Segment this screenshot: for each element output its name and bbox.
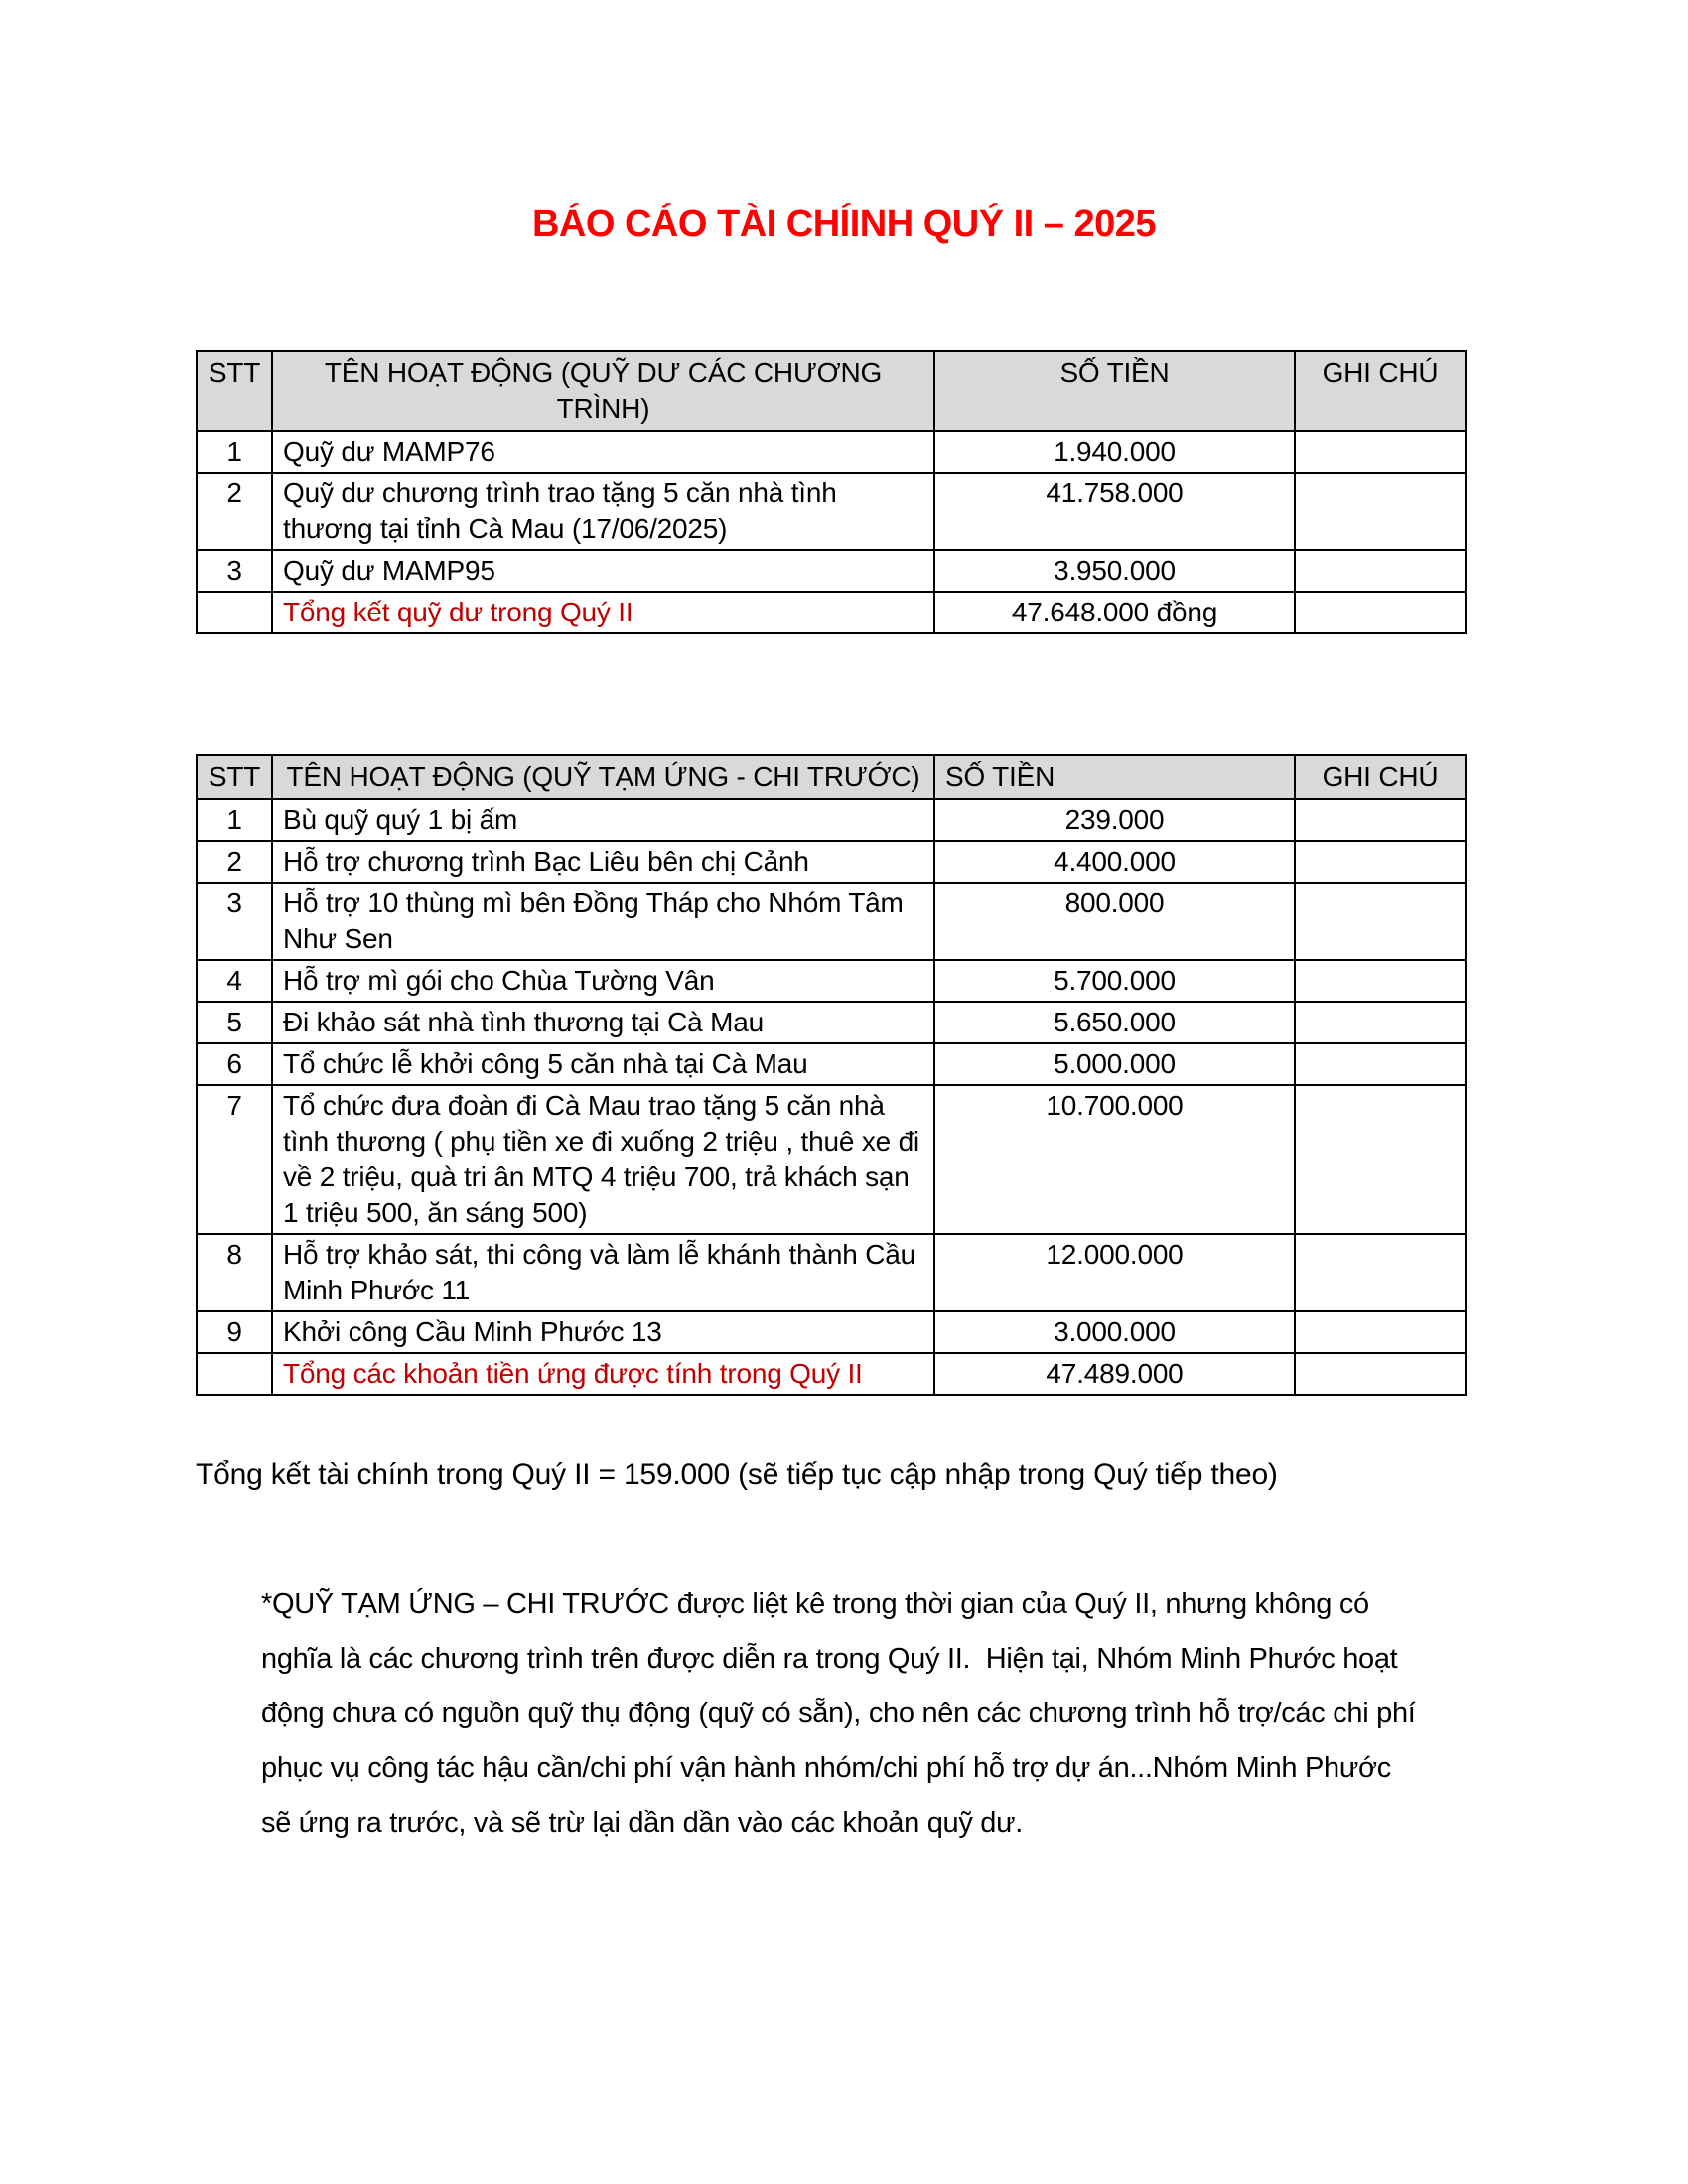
table-row	[197, 883, 1466, 960]
col-header-note: GHI CHÚ	[1295, 755, 1466, 799]
table-row	[197, 1043, 1466, 1085]
note-cell	[1295, 1085, 1466, 1234]
footnote-paragraph	[261, 1577, 1688, 1850]
stt-cell: 7	[197, 1085, 272, 1234]
note-cell	[1295, 841, 1466, 883]
footnote-line: sẽ ứng ra trước, và sẽ trừ lại dần dần vào các khoản quỹ dư.	[261, 1806, 1024, 1839]
activity-cell: Tổ chức lễ khởi công 5 căn nhà tại Cà Mau	[272, 1043, 934, 1085]
amount-cell: 4.400.000	[934, 841, 1295, 883]
total-amount: 47.489.000	[934, 1353, 1295, 1395]
activity-cell: Quỹ dư MAMP76	[272, 431, 934, 473]
activity-cell: Tổ chức đưa đoàn đi Cà Mau trao tặng 5 căn nhà tình thương ( phụ tiền xe đi xuống 2 triệu , thuê xe đi về 2 triệu, quà tri ân MTQ 4 triệu 700, trả khách sạn 1 triệu 500, ăn sáng 500)	[272, 1085, 934, 1234]
col-header-amount: SỐ TIỀN	[934, 351, 1295, 431]
note-cell	[1295, 550, 1466, 592]
activity-cell: Quỹ dư chương trình trao tặng 5 căn nhà tình thương tại tỉnh Cà Mau (17/06/2025)	[272, 473, 934, 550]
footnote-line: nghĩa là các chương trình trên được diễn ra trong Quý II. Hiện tại, Nhóm Minh Phước hoạt	[261, 1642, 1398, 1675]
table-row	[197, 1085, 1466, 1234]
note-cell	[1295, 960, 1466, 1002]
note-cell	[1295, 1353, 1466, 1395]
table-row	[197, 550, 1466, 592]
table-row	[197, 473, 1466, 550]
col-header-note: GHI CHÚ	[1295, 351, 1466, 431]
stt-cell: 3	[197, 883, 272, 960]
activity-cell: Hỗ trợ chương trình Bạc Liêu bên chị Cảnh	[272, 841, 934, 883]
total-row	[197, 1353, 1466, 1395]
stt-cell: 9	[197, 1311, 272, 1353]
activity-cell: Hỗ trợ khảo sát, thi công và làm lễ khánh thành Cầu Minh Phước 11	[272, 1234, 934, 1311]
amount-cell: 10.700.000	[934, 1085, 1295, 1234]
amount-cell: 12.000.000	[934, 1234, 1295, 1311]
note-cell	[1295, 473, 1466, 550]
amount-cell: 800.000	[934, 883, 1295, 960]
activity-cell: Hỗ trợ mì gói cho Chùa Tường Vân	[272, 960, 934, 1002]
activity-cell: Bù quỹ quý 1 bị ấm	[272, 799, 934, 841]
col-header-activity: TÊN HOẠT ĐỘNG (QUỸ DƯ CÁC CHƯƠNG TRÌNH)	[272, 351, 934, 431]
note-cell	[1295, 592, 1466, 633]
col-header-stt: STT	[197, 351, 272, 431]
report-title: BÁO CÁO TÀI CHÍINH QUÝ II – 2025	[531, 204, 1156, 245]
amount-cell: 3.950.000	[934, 550, 1295, 592]
total-amount: 47.648.000 đồng	[934, 592, 1295, 633]
activity-cell: Khởi công Cầu Minh Phước 13	[272, 1311, 934, 1353]
stt-cell: 8	[197, 1234, 272, 1311]
quarter-summary-line: Tổng kết tài chính trong Quý II = 159.000 (sẽ tiếp tục cập nhập trong Quý tiếp theo)	[196, 1457, 1278, 1491]
amount-cell: 5.000.000	[934, 1043, 1295, 1085]
note-cell	[1295, 1002, 1466, 1043]
stt-cell: 2	[197, 473, 272, 550]
activity-cell: Quỹ dư MAMP95	[272, 550, 934, 592]
fund-balance-header-row	[197, 351, 1466, 431]
advance-expense-table	[196, 754, 1467, 1396]
amount-cell: 5.650.000	[934, 1002, 1295, 1043]
col-header-stt: STT	[197, 755, 272, 799]
table-row	[197, 960, 1466, 1002]
stt-cell: 1	[197, 799, 272, 841]
amount-cell: 5.700.000	[934, 960, 1295, 1002]
table-row	[197, 1234, 1466, 1311]
stt-cell	[197, 592, 272, 633]
table-row	[197, 841, 1466, 883]
total-row	[197, 592, 1466, 633]
advance-expense-header-row	[197, 755, 1466, 799]
activity-cell: Hỗ trợ 10 thùng mì bên Đồng Tháp cho Nhóm Tâm Như Sen	[272, 883, 934, 960]
total-label: Tổng kết quỹ dư trong Quý II	[272, 592, 934, 633]
note-cell	[1295, 799, 1466, 841]
footnote-line: *QUỸ TẠM ỨNG – CHI TRƯỚC được liệt kê trong thời gian của Quý II, nhưng không có	[261, 1587, 1369, 1620]
col-header-amount: SỐ TIỀN	[934, 755, 1295, 799]
stt-cell: 6	[197, 1043, 272, 1085]
col-header-activity: TÊN HOẠT ĐỘNG (QUỸ TẠM ỨNG - CHI TRƯỚC)	[272, 755, 934, 799]
activity-cell: Đi khảo sát nhà tình thương tại Cà Mau	[272, 1002, 934, 1043]
note-cell	[1295, 1234, 1466, 1311]
amount-cell: 3.000.000	[934, 1311, 1295, 1353]
note-cell	[1295, 1311, 1466, 1353]
stt-cell: 5	[197, 1002, 272, 1043]
amount-cell: 41.758.000	[934, 473, 1295, 550]
total-label: Tổng các khoản tiền ứng được tính trong Quý II	[272, 1353, 934, 1395]
table-row	[197, 431, 1466, 473]
stt-cell	[197, 1353, 272, 1395]
stt-cell: 3	[197, 550, 272, 592]
note-cell	[1295, 1043, 1466, 1085]
table-row	[197, 1002, 1466, 1043]
footnote-line: phục vụ công tác hậu cần/chi phí vận hành nhóm/chi phí hỗ trợ dự án...Nhóm Minh Phước	[261, 1751, 1391, 1784]
stt-cell: 4	[197, 960, 272, 1002]
amount-cell: 1.940.000	[934, 431, 1295, 473]
table-row	[197, 1311, 1466, 1353]
table-row	[197, 799, 1466, 841]
note-cell	[1295, 883, 1466, 960]
note-cell	[1295, 431, 1466, 473]
fund-balance-table	[196, 350, 1467, 634]
stt-cell: 2	[197, 841, 272, 883]
stt-cell: 1	[197, 431, 272, 473]
amount-cell: 239.000	[934, 799, 1295, 841]
footnote-line: động chưa có nguồn quỹ thụ động (quỹ có sẵn), cho nên các chương trình hỗ trợ/các chi phí	[261, 1697, 1416, 1729]
